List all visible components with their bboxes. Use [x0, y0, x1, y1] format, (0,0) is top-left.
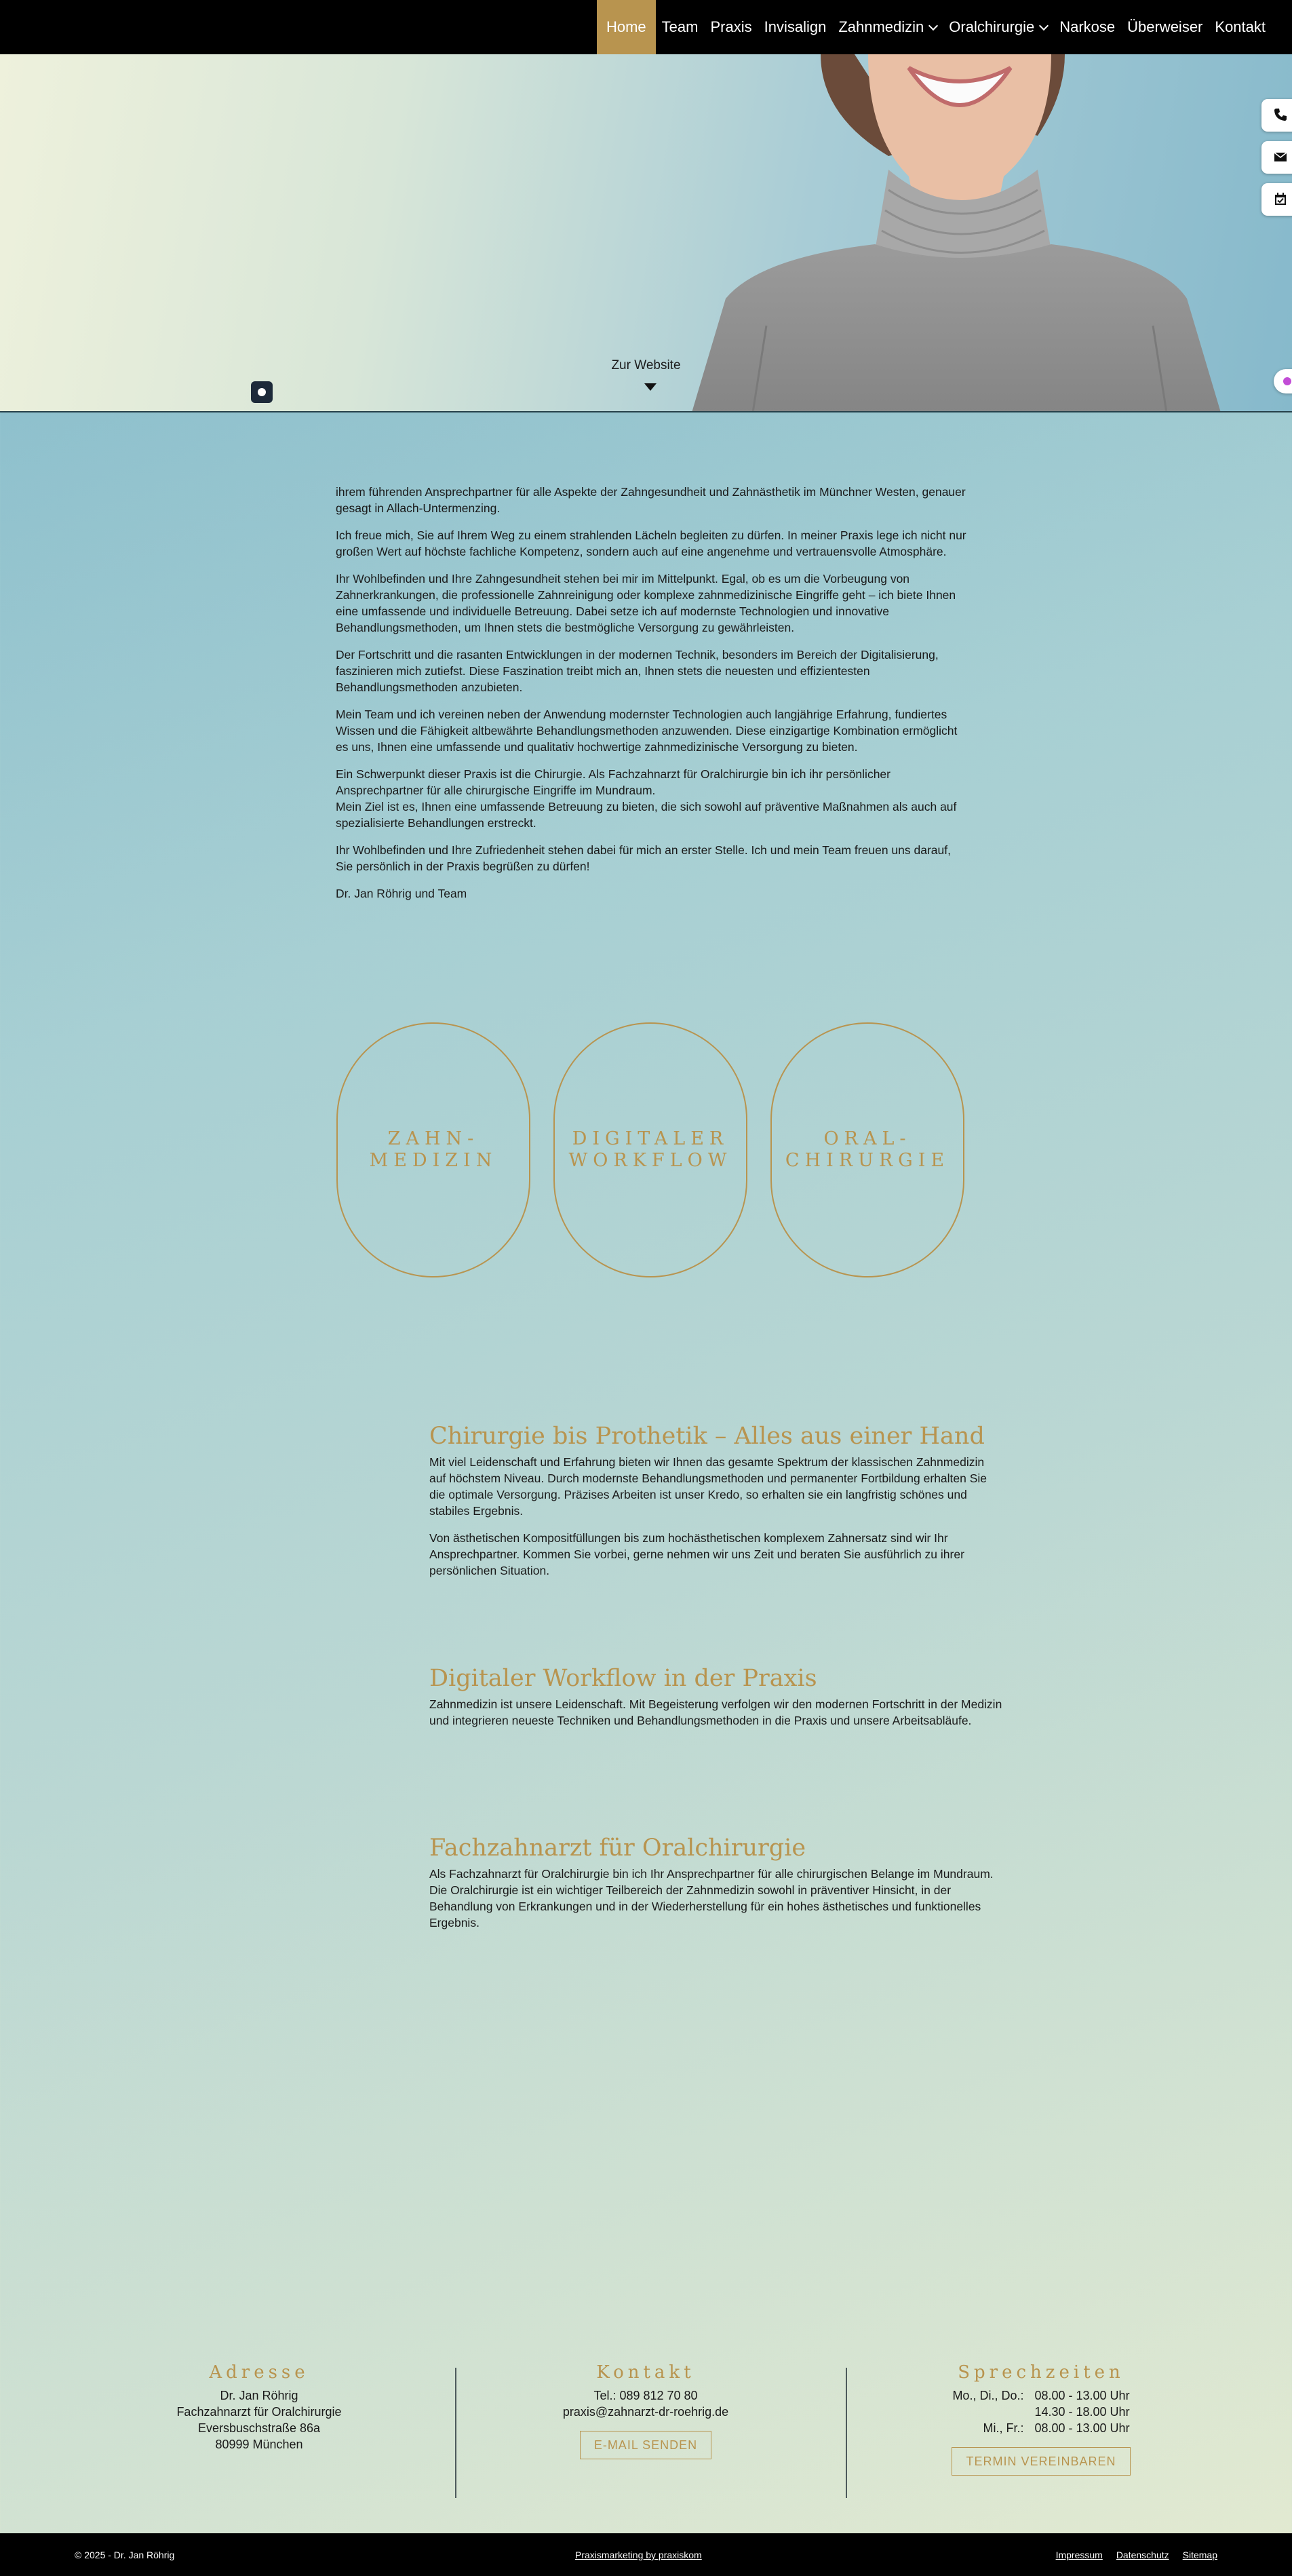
- intro-paragraph: Ihr Wohlbefinden und Ihre Zahngesundheit stehen bei mir im Mittelpunkt. Egal, ob es um die Vorbeugung von Zahnerkrankungen, die professionelle Zahnreinigung oder komplexe zahnmedizinische Eingriffe geht – ich biete Ihnen eine umfassende und individuelle Betreuung. Dabei setze ich auf modernste Technologien und innovative Behandlungsmethoden, um Ihnen stets die bestmögliche Versorgung zu gewährleisten.: [336, 572, 956, 634]
- bottom-bar: [0, 2533, 1292, 2576]
- hours-time: 08.00 - 13.00 Uhr: [1034, 2421, 1130, 2435]
- contact-phone-link[interactable]: Tel.: 089 812 70 80: [593, 2389, 698, 2402]
- nav-item-home[interactable]: [597, 0, 656, 54]
- intro-paragraph: Ein Schwerpunkt dieser Praxis ist die Chirurgie. Als Fachzahnarzt für Oralchirurgie bin ich ihr persönlicher Ansprechpartner für alle chirurgische Eingriffe im Mundraum. Mein Ziel ist es, Ihnen eine umfassende Betreuung zu bieten, die sich sowohl auf präventive Maßnahmen als auch auf spezialisierte Behandlungen erstreckt.: [336, 767, 957, 830]
- mail-icon: [1274, 150, 1287, 164]
- calendar-tab[interactable]: [1261, 183, 1292, 216]
- skip-to-website-link[interactable]: Zur Website: [611, 358, 681, 372]
- top-navigation: [0, 0, 1292, 54]
- send-email-button[interactable]: E-MAIL SENDEN: [580, 2431, 711, 2459]
- section-oralchirurgie: [429, 1833, 1002, 1942]
- chevron-down-icon: [928, 20, 938, 30]
- contact-email-link[interactable]: praxis@zahnarzt-dr-roehrig.de: [562, 2405, 729, 2419]
- accessibility-icon[interactable]: [251, 381, 273, 403]
- hours-days: Mi., Fr.:: [983, 2421, 1024, 2435]
- address-line: Eversbuschstraße 86a: [197, 2421, 321, 2435]
- nav-item-oralchirurgie[interactable]: [943, 0, 1053, 54]
- intro-paragraph: Dr. Jan Röhrig und Team: [336, 887, 467, 900]
- nav-item-label: Kontakt: [1215, 18, 1266, 35]
- pill-zahnmedizin[interactable]: [336, 1022, 530, 1277]
- hours-time: 08.00 - 13.00 Uhr: [1034, 2389, 1130, 2402]
- nav-item-label: Oralchirurgie: [949, 18, 1035, 35]
- opening-hours-table: [952, 2387, 1129, 2436]
- nav-item-label: Home: [606, 18, 646, 35]
- arrow-down-icon[interactable]: [644, 383, 657, 391]
- nav-item-überweiser[interactable]: [1121, 0, 1209, 54]
- agency-credit-link[interactable]: Praxismarketing by praxiskom: [575, 2550, 702, 2560]
- section-title: Digitaler Workflow in der Praxis: [429, 1665, 817, 1692]
- nav-item-label: Narkose: [1059, 18, 1116, 35]
- address-line: 80999 München: [215, 2438, 303, 2451]
- nav-item-label: Invisalign: [764, 18, 827, 35]
- footer-address: [129, 2364, 389, 2453]
- footer-contact: [515, 2364, 776, 2459]
- pill-label: DIGITALER WORKFLOW: [568, 1128, 732, 1171]
- nav-item-label: Überweiser: [1127, 18, 1203, 35]
- book-appointment-button[interactable]: TERMIN VEREINBAREN: [952, 2447, 1130, 2476]
- legal-links: [1056, 2550, 1217, 2560]
- footer-divider: [455, 2368, 456, 2498]
- hero-banner: [0, 54, 1292, 412]
- nav-item-narkose[interactable]: [1053, 0, 1121, 54]
- nav-item-invisalign[interactable]: [758, 0, 833, 54]
- nav-item-label: Zahnmedizin: [838, 18, 924, 35]
- pill-oralchirurgie[interactable]: [770, 1022, 964, 1277]
- intro-text: [336, 484, 970, 912]
- nav-item-team[interactable]: [656, 0, 705, 54]
- hours-days: Mo., Di., Do.:: [952, 2389, 1024, 2402]
- section-paragraph: Mit viel Leidenschaft und Erfahrung bieten wir Ihnen das gesamte Spektrum der klassischen Zahnmedizin auf höchstem Niveau. Durch modernste Behandlungsmethoden und permanenter Fortbildung erhalten Sie die optimale Versorgung. Präzises Arbeiten ist unser Kredo, so erhalten sie ein langfristig schönes und stabiles Ergebnis.: [429, 1455, 987, 1518]
- sitemap-link[interactable]: Sitemap: [1182, 2550, 1217, 2560]
- footer-hours-title: Sprechzeiten: [958, 2362, 1124, 2383]
- impressum-link[interactable]: Impressum: [1055, 2550, 1103, 2560]
- section-paragraph: Als Fachzahnarzt für Oralchirurgie bin ich Ihr Ansprechpartner für alle chirurgischen Belange im Mundraum. Die Oralchirurgie ist ein wichtiger Teilbereich der Zahnmedizin sowohl in präventiver Hinsicht, in der Behandlung von Erkrankungen und in der Wiederherstellung für ein hohes ästhetisches und funktionelles Ergebnis.: [429, 1867, 994, 1929]
- section-paragraph: Von ästhetischen Kompositfüllungen bis zum hochästhetischen komplexem Zahnersatz sind wir Ihr Ansprechpartner. Kommen Sie vorbei, gerne nehmen wir uns Zeit und beraten Sie ausführlich zu ihrer persönlichen Situation.: [429, 1531, 964, 1577]
- footer-divider: [846, 2368, 847, 2498]
- nav-item-kontakt[interactable]: [1209, 0, 1272, 54]
- nav-item-label: Team: [661, 18, 699, 35]
- footer-contact-title: Kontakt: [596, 2362, 695, 2383]
- datenschutz-link[interactable]: Datenschutz: [1116, 2550, 1169, 2560]
- nav-item-label: Praxis: [710, 18, 752, 35]
- section-paragraph: Zahnmedizin ist unsere Leidenschaft. Mit Begeisterung verfolgen wir den modernen Fortschritt in der Medizin und integrieren neueste Techniken und Behandlungsmethoden in die Praxis und unsere Arbeitsabläufe.: [429, 1697, 1002, 1727]
- intro-paragraph: Mein Team und ich vereinen neben der Anwendung modernster Technologien auch langjährige Erfahrung, fundiertes Wissen und die Fähigkeit altbewährte Behandlungsmethoden anzuwenden. Diese einzigartige Kombination ermöglicht es uns, Ihnen eine umfassende und qualitativ hochwertige zahnmedizinische Versorgung zu bieten.: [336, 708, 958, 754]
- copyright-text: © 2025 - Dr. Jan Röhrig: [75, 2550, 175, 2560]
- hours-times: [1034, 2387, 1129, 2420]
- nav-item-zahnmedizin[interactable]: [832, 0, 943, 54]
- address-line: Fachzahnarzt für Oralchirurgie: [176, 2405, 342, 2419]
- section-title: Chirurgie bis Prothetik – Alles aus einer Hand: [429, 1423, 985, 1450]
- intro-paragraph: ihrem führenden Ansprechpartner für alle Aspekte der Zahngesundheit und Zahnästhetik im Münchner Westen, genauer gesagt in Allach-Untermenzing.: [336, 485, 966, 515]
- pill-label: ORAL- CHIRURGIE: [785, 1128, 950, 1171]
- section-title: Fachzahnarzt für Oralchirurgie: [429, 1834, 806, 1862]
- address-line: Dr. Jan Röhrig: [220, 2389, 298, 2402]
- hours-time: 14.30 - 18.00 Uhr: [1034, 2405, 1130, 2419]
- section-digitaler-workflow: [429, 1664, 1002, 1739]
- phone-icon: [1274, 108, 1287, 121]
- mail-tab[interactable]: [1261, 141, 1292, 174]
- phone-tab[interactable]: [1261, 99, 1292, 132]
- intro-paragraph: Ihr Wohlbefinden und Ihre Zufriedenheit stehen dabei für mich an erster Stelle. Ich und mein Team freuen uns darauf, Sie persönlich in der Praxis begrüßen zu dürfen!: [336, 843, 951, 873]
- nav-menu: [597, 0, 1272, 54]
- section-chirurgie-prothetik: [429, 1421, 1002, 1590]
- pill-digitaler-workflow[interactable]: [553, 1022, 747, 1277]
- footer-address-title: Adresse: [209, 2362, 309, 2383]
- footer-hours: [911, 2364, 1171, 2476]
- chevron-down-icon: [1039, 20, 1049, 30]
- calendar-icon: [1274, 192, 1287, 206]
- intro-paragraph: Der Fortschritt und die rasanten Entwicklungen in der modernen Technik, besonders im Bereich der Digitalisierung, faszinieren mich zutiefst. Diese Faszination treibt mich an, Ihnen stets die neuesten und effizientesten Behandlungsmethoden anzubieten.: [336, 648, 939, 694]
- intro-paragraph: Ich freue mich, Sie auf Ihrem Weg zu einem strahlenden Lächeln begleiten zu dürfen. In meiner Praxis lege ich nicht nur großen Wert auf höchste fachliche Kompetenz, sondern auch auf eine angenehme und vertrauensvolle Atmosphäre.: [336, 528, 966, 558]
- pill-label: ZAHN- MEDIZIN: [369, 1128, 498, 1171]
- nav-item-praxis[interactable]: [704, 0, 758, 54]
